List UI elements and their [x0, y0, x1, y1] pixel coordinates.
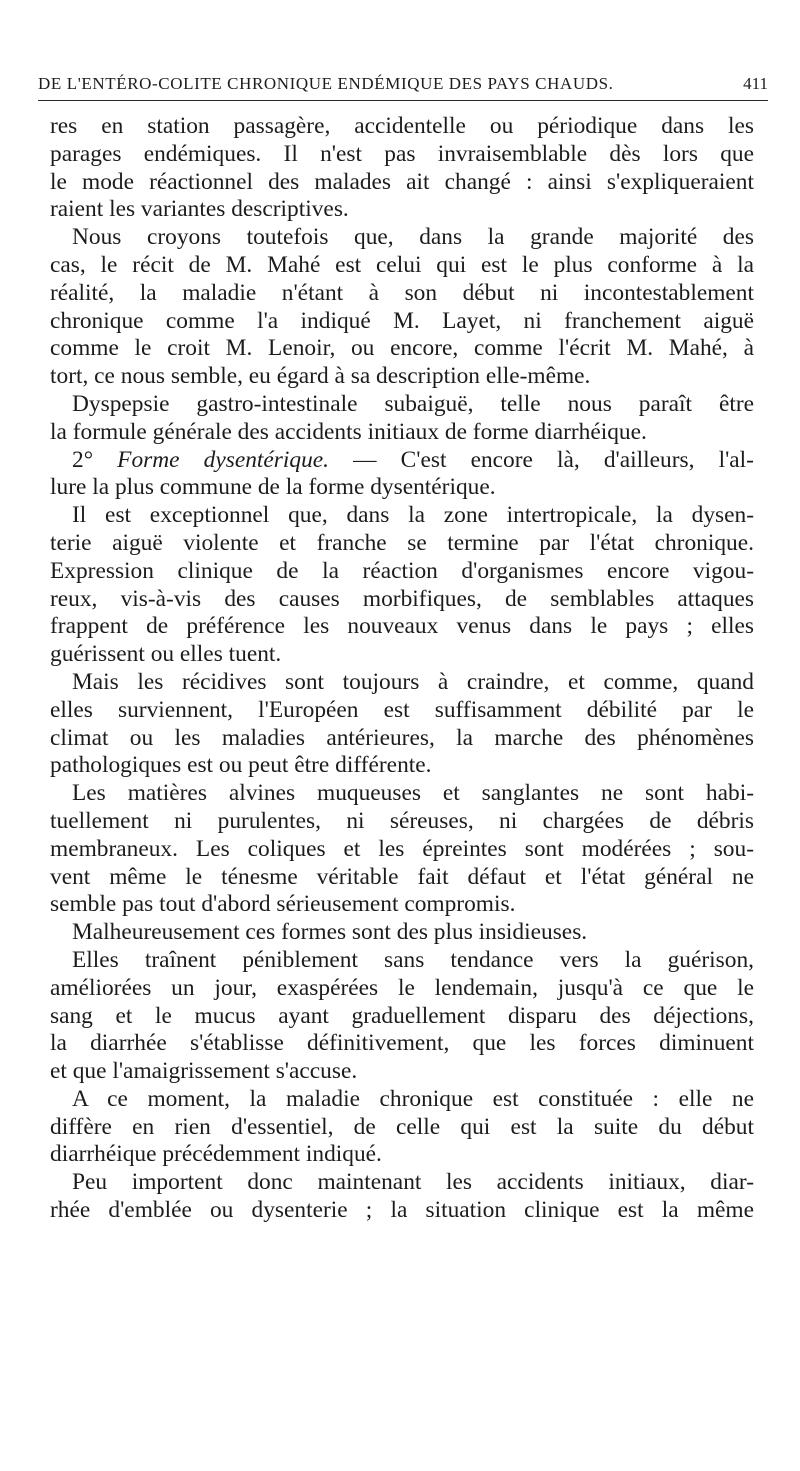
text-line: tort, ce nous semble, eu égard à sa description elle-même.	[50, 363, 591, 390]
text-line: guérissent ou elles tuent.	[50, 641, 282, 668]
text-line: pathologiques est ou peut être différente.	[50, 752, 432, 779]
text-line: comme le croit M. Lenoir, ou encore, comme l'écrit M. Mahé, à	[50, 335, 754, 362]
text-line: parages endémiques. Il n'est pas invraisemblable dès lors que	[50, 140, 754, 167]
section-heading-italic: Forme dysentérique.	[117, 446, 330, 473]
text-line: réalité, la maladie n'étant à son début ni incontestablement	[50, 279, 754, 306]
text-line: sang et le mucus ayant graduellement disparu des déjections,	[50, 1002, 754, 1029]
text-line: 2° Forme dysentérique. — C'est encore là, d'ailleurs, l'al-	[72, 446, 754, 473]
text-line: tuellement ni purulentes, ni séreuses, ni chargées de débris	[50, 807, 754, 834]
text-line: la formule générale des accidents initiaux de forme diarrhéique.	[50, 418, 647, 445]
text-line: Les matières alvines muqueuses et sanglantes ne sont habi-	[72, 780, 754, 807]
text-line: Nous croyons toutefois que, dans la grande majorité des	[72, 224, 754, 251]
text-line: vent même le ténesme véritable fait défaut et l'état général ne	[50, 863, 754, 890]
text-line: Dyspepsie gastro-intestinale subaiguë, telle nous paraît être	[72, 390, 754, 417]
text-line: Expression clinique de la réaction d'organismes encore vigou-	[50, 557, 754, 584]
text-line: semble pas tout d'abord sérieusement compromis.	[50, 891, 516, 918]
text-line: reux, vis-à-vis des causes morbifiques, de semblables attaques	[50, 585, 754, 612]
text-line: Malheureusement ces formes sont des plus insidieuses.	[72, 919, 588, 946]
text-line: Il est exceptionnel que, dans la zone intertropicale, la dysen-	[72, 502, 754, 529]
text-line: frappent de préférence les nouveaux venus dans le pays ; elles	[50, 613, 754, 640]
text-line: cas, le récit de M. Mahé est celui qui est le plus conforme à la	[50, 251, 754, 278]
body-text	[50, 113, 754, 1225]
text-line: rhée d'emblée ou dysenterie ; la situation clinique est la même	[50, 1197, 754, 1224]
running-title: DE L'ENTÉRO-COLITE CHRONIQUE ENDÉMIQUE DES PAYS CHAUDS.	[38, 74, 614, 93]
text-line: res en station passagère, accidentelle ou périodique dans les	[50, 113, 754, 139]
text-line: Elles traînent péniblement sans tendance vers la guérison,	[72, 946, 754, 973]
text-line: diarrhéique précédemment indiqué.	[50, 1141, 382, 1168]
page-number: 411	[743, 74, 768, 93]
text-line: Mais les récidives sont toujours à craindre, et comme, quand	[72, 668, 754, 695]
text-line: raient les variantes descriptives.	[50, 196, 349, 223]
text-line: Peu importent donc maintenant les accidents initiaux, diar-	[72, 1169, 754, 1196]
text-line: la diarrhée s'établisse définitivement, que les forces diminuent	[50, 1030, 754, 1057]
text-line: diffère en rien d'essentiel, de celle qui est la suite du début	[50, 1113, 754, 1140]
text-line: chronique comme l'a indiqué M. Layet, ni franchement aiguë	[50, 307, 754, 334]
text-line: A ce moment, la maladie chronique est constituée : elle ne	[72, 1085, 754, 1112]
text-line: elles surviennent, l'Européen est suffisamment débilité par le	[50, 696, 754, 723]
text-line: améliorées un jour, exaspérées le lendemain, jusqu'à ce que le	[50, 974, 754, 1001]
text-line: lure la plus commune de la forme dysentérique.	[50, 474, 496, 501]
text-line: membraneux. Les coliques et les épreintes sont modérées ; sou-	[50, 835, 754, 862]
running-head	[38, 74, 768, 101]
text-line: terie aiguë violente et franche se termine par l'état chronique.	[50, 529, 754, 556]
text-line: climat ou les maladies antérieures, la marche des phénomènes	[50, 724, 754, 751]
text-line: le mode réactionnel des malades ait changé : ainsi s'expliqueraient	[50, 168, 754, 195]
text-line: et que l'amaigrissement s'accuse.	[50, 1058, 358, 1085]
